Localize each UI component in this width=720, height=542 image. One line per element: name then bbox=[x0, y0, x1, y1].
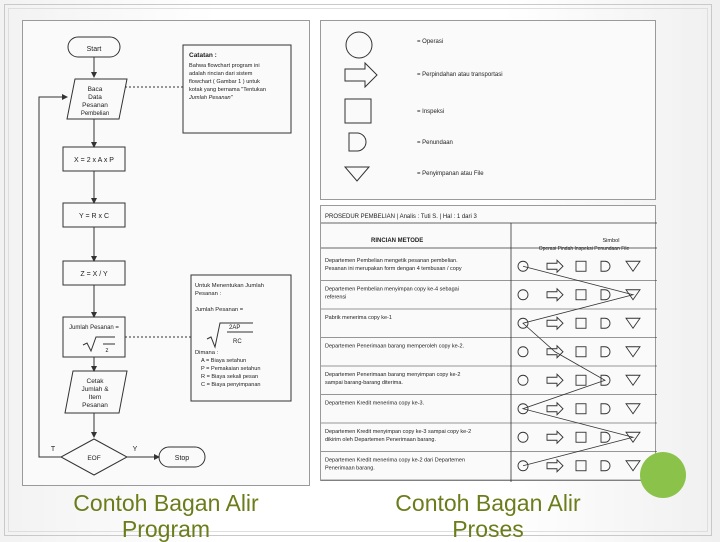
output-label-4: Pesanan bbox=[82, 402, 108, 409]
row-text: Pesanan ini merupakan form dengan 4 tembusan / copy bbox=[325, 266, 462, 272]
note2-def: R = Biaya sekali pesan bbox=[201, 374, 259, 380]
arrow-icon bbox=[547, 317, 563, 329]
col-simbol-top: Simbol bbox=[602, 238, 620, 244]
circle-icon bbox=[518, 347, 528, 357]
table-row bbox=[321, 458, 657, 481]
arrow-icon bbox=[547, 260, 563, 272]
note1-line: adalah rincian dari sistem bbox=[189, 71, 253, 77]
triangle-icon bbox=[626, 347, 640, 357]
formula-z: Z = X / Y bbox=[80, 271, 108, 278]
triangle-icon bbox=[626, 375, 640, 385]
caption-line: Proses bbox=[452, 516, 524, 542]
table-header: PROSEDUR PEMBELIAN | Analis : Tuti S. | Hal : 1 dari 3 bbox=[325, 214, 477, 220]
arrow-icon bbox=[547, 374, 563, 386]
arrow-icon bbox=[547, 403, 563, 415]
note2-line: Pesanan : bbox=[195, 291, 222, 297]
process-box-calc bbox=[63, 317, 125, 357]
note2-numerator: 2AP bbox=[229, 325, 241, 331]
square-icon bbox=[576, 318, 586, 328]
caption-process bbox=[358, 490, 618, 542]
note2-def: A = Biaya setahun bbox=[201, 358, 247, 364]
square-icon bbox=[576, 432, 586, 442]
caption-line: Contoh Bagan Alir bbox=[395, 490, 581, 516]
square-icon bbox=[576, 261, 586, 271]
triangle-icon bbox=[345, 167, 369, 181]
note1-line: Jumlah Pesanan" bbox=[189, 95, 233, 101]
table-row bbox=[321, 429, 657, 452]
d-shape-icon bbox=[601, 347, 610, 357]
circle-icon bbox=[518, 290, 528, 300]
output-label-1: Cetak bbox=[86, 378, 104, 385]
start-label: Start bbox=[86, 46, 102, 53]
arrow-icon bbox=[345, 63, 377, 87]
stop-label: Stop bbox=[174, 455, 190, 462]
row-text: Departemen Penerimaan barang memperoleh copy ke-2. bbox=[325, 343, 465, 350]
process-chart bbox=[321, 206, 657, 482]
label-y: Y bbox=[132, 446, 138, 453]
table-row bbox=[321, 344, 657, 367]
row-text: Departemen Pembelian menyimpan copy ke-4 sebagai bbox=[325, 286, 459, 293]
row-text: Pabrik menerima copy ke-1 bbox=[325, 315, 392, 321]
label-t: T bbox=[50, 446, 56, 453]
arrow-icon bbox=[547, 289, 563, 301]
decision-label: EOF bbox=[87, 455, 101, 462]
row-text: Penerimaan barang. bbox=[325, 465, 375, 472]
circle-icon bbox=[518, 375, 528, 385]
arrow-icon bbox=[547, 460, 563, 472]
table-row bbox=[321, 315, 657, 338]
row-text: Departemen Penerimaan barang menyimpan copy ke-2 bbox=[325, 372, 461, 378]
legend-label: = Penundaan bbox=[417, 140, 453, 146]
legend-label: = Perpindahan atau transportasi bbox=[417, 72, 503, 78]
program-flowchart bbox=[23, 21, 311, 487]
legend-label: = Penyimpanan atau File bbox=[417, 171, 484, 177]
d-shape-icon bbox=[601, 404, 610, 414]
calc-label: Jumlah Pesanan = bbox=[69, 325, 119, 331]
arrow-icon bbox=[547, 431, 563, 443]
square-icon bbox=[576, 290, 586, 300]
calc-z: z bbox=[105, 348, 109, 354]
note2-denominator: RC bbox=[233, 339, 242, 345]
col-simbol-sub: Operasi Pindah Inspeksi Penundaan File bbox=[538, 246, 630, 252]
note1-line: kotak yang bernama "Tentukan bbox=[189, 87, 266, 93]
d-shape-icon bbox=[601, 461, 610, 471]
input-label-1: Baca bbox=[87, 86, 103, 93]
square-icon bbox=[576, 375, 586, 385]
input-label-2: Data bbox=[88, 94, 102, 101]
square-icon bbox=[345, 99, 371, 123]
table-row bbox=[321, 287, 657, 310]
d-shape-icon bbox=[601, 290, 610, 300]
legend-label: = Operasi bbox=[417, 39, 444, 45]
note2-where: Dimana : bbox=[195, 350, 219, 356]
note2-line: Untuk Menentukan Jumlah bbox=[195, 283, 264, 289]
table-row bbox=[321, 258, 657, 281]
triangle-icon bbox=[626, 318, 640, 328]
process-chart-panel bbox=[320, 205, 656, 481]
legend-label: = Inspeksi bbox=[417, 109, 445, 115]
row-text: Departemen Kredit menyimpan copy ke-3 sampai copy ke-2 bbox=[325, 429, 472, 435]
d-shape-icon bbox=[601, 432, 610, 442]
caption-program bbox=[36, 490, 296, 542]
row-text: sampai barang-barang diterima. bbox=[325, 380, 403, 386]
input-sublabel: Pembelian bbox=[80, 111, 110, 117]
row-text: referensi bbox=[325, 294, 347, 301]
input-label-3: Pesanan bbox=[82, 102, 108, 109]
d-shape-icon bbox=[601, 261, 610, 271]
note1-title: Catatan : bbox=[189, 52, 217, 59]
symbol-legend-panel bbox=[320, 20, 656, 200]
program-flowchart-panel bbox=[22, 20, 310, 486]
row-text: Departemen Kredit menerima copy ke-2 dari Departemen bbox=[325, 457, 466, 464]
circle-icon bbox=[346, 32, 372, 58]
output-label-3: Item bbox=[88, 394, 102, 401]
square-icon bbox=[576, 404, 586, 414]
col-rincian: RINCIAN METODE bbox=[371, 238, 424, 244]
table-row bbox=[321, 401, 657, 424]
triangle-icon bbox=[626, 404, 640, 414]
caption-line: Contoh Bagan Alir bbox=[73, 490, 259, 516]
row-text: Departemen Kredit menerima copy ke-3. bbox=[325, 400, 425, 407]
d-shape-icon bbox=[349, 133, 366, 151]
table-row bbox=[321, 372, 657, 395]
formula-y: Y = R x C bbox=[78, 213, 110, 220]
d-shape-icon bbox=[601, 318, 610, 328]
row-text: Departemen Pembelian mengetik pesanan pembelian. bbox=[325, 258, 458, 264]
accent-dot bbox=[640, 452, 686, 498]
row-text: dikirim oleh Departemen Penerimaan barang. bbox=[325, 437, 436, 443]
note2-formula: Jumlah Pesanan = bbox=[195, 307, 244, 313]
note2-def: C = Biaya penyimpanan bbox=[201, 382, 261, 388]
output-label-2: Jumlah & bbox=[81, 386, 109, 393]
triangle-icon bbox=[626, 461, 640, 471]
formula-x: X = 2 x A x P bbox=[74, 157, 114, 164]
triangle-icon bbox=[626, 261, 640, 271]
note1-line: Bahwa flowchart program ini bbox=[189, 63, 260, 69]
symbol-legend bbox=[321, 21, 657, 201]
note1-line: flowchart ( Gambar 1 ) untuk bbox=[189, 79, 260, 85]
caption-line: Program bbox=[121, 516, 211, 542]
square-icon bbox=[576, 347, 586, 357]
note2-def: P = Pemakaian setahun bbox=[201, 366, 261, 372]
square-icon bbox=[576, 461, 586, 471]
circle-icon bbox=[518, 432, 528, 442]
